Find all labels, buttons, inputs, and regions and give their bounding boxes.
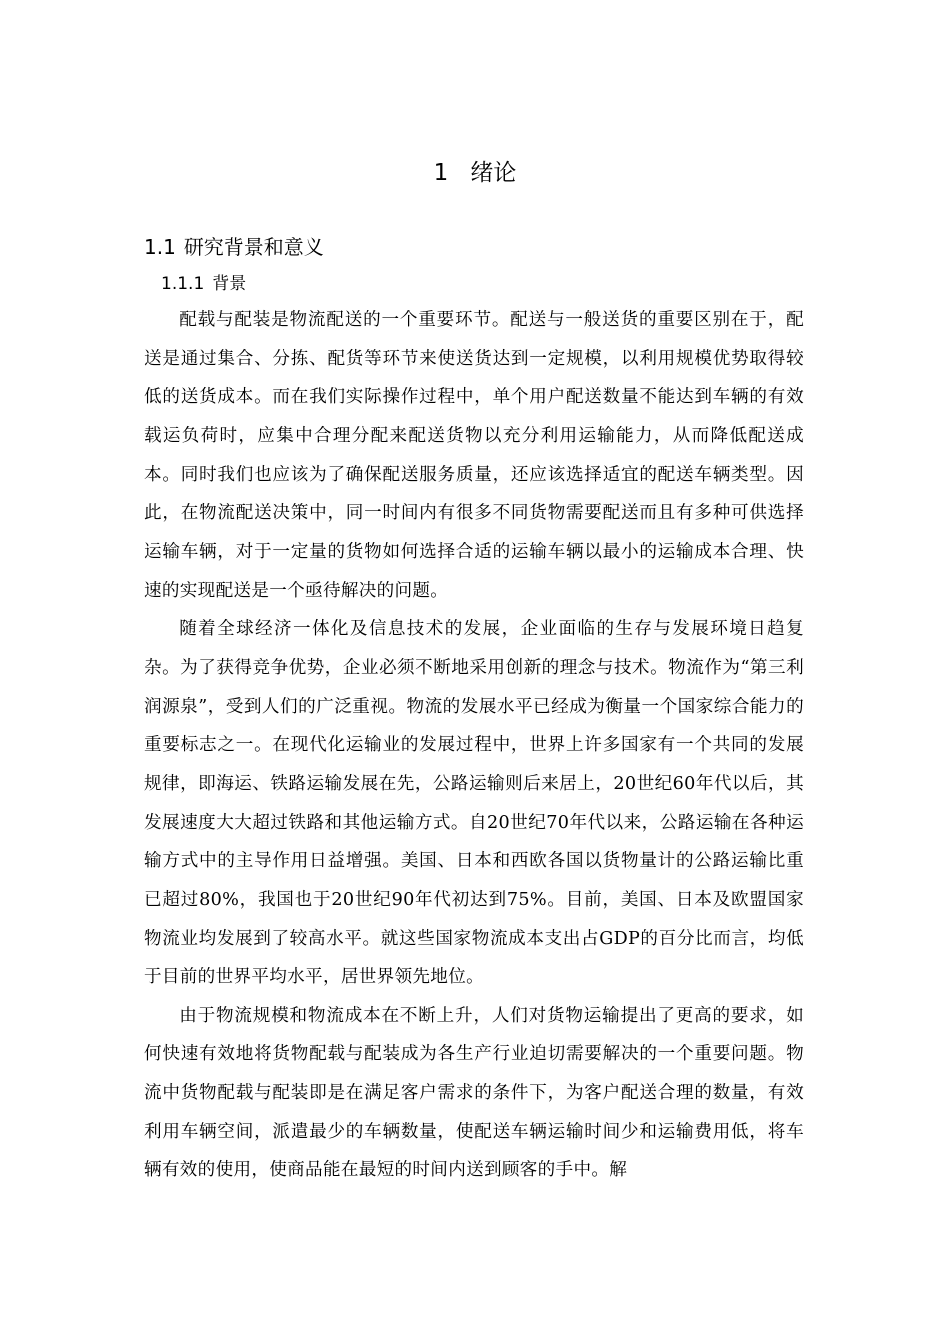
chapter-title-text: 绪论 — [470, 160, 517, 186]
chapter-number: 1 — [433, 160, 449, 186]
section-number: 1.1 — [144, 235, 176, 259]
paragraph-1: 配载与配装是物流配送的一个重要环节。配送与一般送货的重要区别在于，配送是通过集合、分拣、配货等环节来使送货达到一定规模，以利用规模优势取得较低的送货成本。而在我们实际操作过程中，单个用户配送数量不能达到车辆的有效载运负荷时，应集中合理分配来配送货物以充分利用运输能力，从而降低配送成本。同时我们也应该为了确保配送服务质量，还应该选择适宜的配送车辆类型。因此，在物流配送决策中，同一时间内有很多不同货物需要配送而且有多种可供选择运输车辆，对于一定量的货物如何选择合适的运输车辆以最小的运输成本合理、快速的实现配送是一个亟待解决的问题。 — [144, 310, 804, 601]
subsection-number: 1.1.1 — [161, 274, 205, 294]
body-text — [144, 301, 804, 1190]
paragraph-3: 由于物流规模和物流成本在不断上升，人们对货物运输提出了更高的要求，如何快速有效地将货物配载与配装成为各生产行业迫切需要解决的一个重要问题。物流中货物配载与配装即是在满足客户需求的条件下，为客户配送合理的数量，有效利用车辆空间，派遣最少的车辆数量，使配送车辆运输时间少和运输费用低，将车辆有效的使用，使商品能在最短的时间内送到顾客的手中。解 — [144, 1005, 804, 1181]
paragraph-2: 随着全球经济一体化及信息技术的发展，企业面临的生存与发展环境日趋复杂。为了获得竞争优势，企业必须不断地采用创新的理念与技术。物流作为“第三利润源泉”，受到人们的广泛重视。物流的发展水平已经成为衡量一个国家综合能力的重要标志之一。在现代化运输业的发展过程中，世界上许多国家有一个共同的发展规律，即海运、铁路运输发展在先，公路运输则后来居上，20世纪60年代以后，其发展速度大大超过铁路和其他运输方式。自20世纪70年代以来，公路运输在各种运输方式中的主导作用日益增强。美国、日本和西欧各国以货物量计的公路运输比重已超过80%，我国也于20世纪90年代初达到75%。目前，美国、日本及欧盟国家物流业均发展到了较高水平。就这些国家物流成本支出占GDP的百分比而言，均低于目前的世界平均水平，居世界领先地位。 — [144, 619, 804, 988]
section-title-text: 研究背景和意义 — [183, 235, 324, 259]
subsection-title-text: 背景 — [212, 274, 247, 294]
chapter-heading — [0, 157, 950, 189]
section-heading — [144, 232, 324, 262]
subsection-heading — [161, 271, 246, 297]
